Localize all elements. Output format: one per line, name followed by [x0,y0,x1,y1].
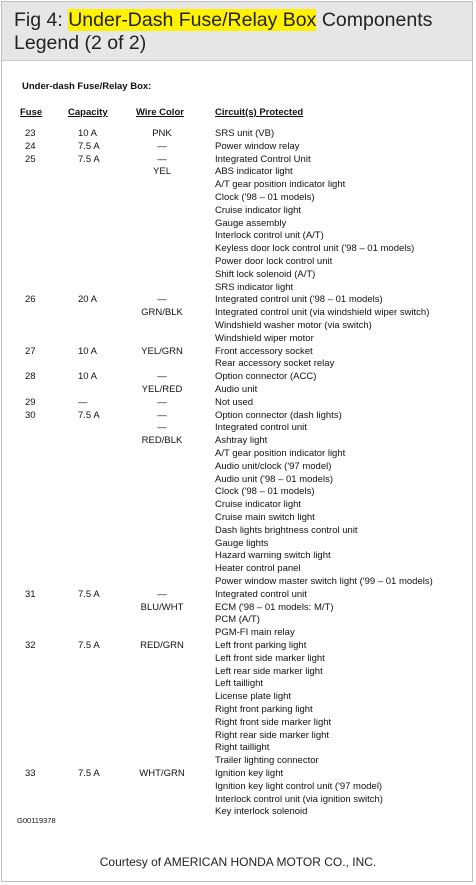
fuse-cell: 32 [25,640,36,651]
table-row [0,730,476,742]
circuit-cell: Cruise main switch light [215,512,315,523]
circuit-cell: Audio unit/clock ('97 model) [215,460,332,472]
capacity-cell: 7.5 A [78,588,100,600]
table-row [0,269,476,281]
circuit-cell: Ashtray light [215,435,268,447]
table-row [0,717,476,729]
table-row [0,499,476,511]
circuit-cell: Gauge lights [215,537,269,549]
table-row [0,179,476,191]
circuit-cell: Cruise indicator light [215,204,302,216]
fuse-cell: 27 [25,345,36,357]
table-row [0,422,476,434]
circuit-cell: Trailer lighting connector [215,755,319,767]
circuit-cell: License plate light [215,691,292,703]
table-row [0,282,476,294]
table-row [0,653,476,665]
wire-color-cell: RED/GRN [140,640,184,651]
circuit-cell: Dash lights brightness control unit [215,524,358,536]
circuit-cell: Power window relay [215,140,300,152]
table-row [0,666,476,678]
circuit-cell: Right rear side marker light [215,729,330,741]
capacity-cell: 7.5 A [78,140,100,152]
circuit-cell: Power door lock control unit [215,256,333,267]
table-row [0,742,476,754]
wire-color-cell: WHT/GRN [139,768,185,779]
table-row [0,141,476,153]
table-row [0,614,476,626]
fuse-cell: 25 [25,153,36,165]
fuse-cell: 29 [25,396,36,408]
circuit-cell: ECM ('98 – 01 models: M/T) [215,601,334,613]
table-row [0,640,476,652]
capacity-cell: 7.5 A [78,768,100,779]
wire-color-cell: — [157,588,167,600]
capacity-cell: 10 A [78,128,98,139]
table-row [0,550,476,562]
wire-color-cell: RED/BLK [141,435,183,447]
table-row [0,486,476,498]
circuit-cell: Integrated control unit ('98 – 01 models) [215,294,383,306]
table-row [0,218,476,230]
table-row [0,346,476,358]
figure-title [14,9,464,55]
table-row [0,806,476,818]
wire-color-cell: — [157,153,167,165]
circuit-cell: Audio unit [215,384,258,395]
circuit-cell: Interlock control unit (A/T) [215,230,324,242]
circuit-cell: Integrated control unit (via windshield wiper switch) [215,307,430,319]
table-row [0,435,476,447]
column-header-fuse: Fuse [20,107,43,118]
circuit-cell: Key interlock solenoid [215,806,308,818]
table-row [0,371,476,383]
circuit-cell: PCM (A/T) [215,614,260,626]
table-row [0,563,476,575]
circuit-cell: Front accessory socket [215,345,313,357]
circuit-cell: Rear accessory socket relay [215,358,335,370]
section-title: Under-dash Fuse/Relay Box: [22,81,152,92]
wire-color-cell: — [157,371,167,383]
table-row [0,474,476,486]
circuit-cell: SRS unit (VB) [215,128,275,139]
capacity-cell: 7.5 A [78,153,100,165]
wire-color-cell: — [157,140,167,152]
wire-color-cell: — [157,396,167,408]
table-row [0,358,476,370]
circuit-cell: Left front side marker light [215,652,325,664]
table-row [0,230,476,242]
circuit-cell: Cruise indicator light [215,499,302,511]
column-header-capacity: Capacity [68,107,108,118]
table-row [0,755,476,767]
circuit-cell: Clock ('98 – 01 models) [215,486,315,498]
fuse-cell: 30 [25,409,36,421]
figure-title-line2: Legend (2 of 2) [14,32,147,54]
fuse-cell: 33 [25,768,36,779]
circuit-cell: Windshield washer motor (via switch) [215,320,372,331]
circuit-cell: Not used [215,396,254,408]
circuit-cell: Clock ('98 – 01 models) [215,192,315,203]
figure-label: Fig 4: [14,9,63,31]
capacity-cell: 10 A [78,345,98,357]
wire-color-cell: PNK [152,128,172,139]
fuse-cell: 26 [25,294,36,306]
table-row [0,448,476,460]
table-row [0,589,476,601]
table-row [0,602,476,614]
wire-color-cell: — [157,422,167,434]
table-row [0,256,476,268]
circuit-cell: ABS indicator light [215,166,293,178]
column-header-wire-color: Wire Color [136,107,184,118]
circuit-cell: Ignition key light [215,768,284,779]
column-header-circuits: Circuit(s) Protected [215,107,304,118]
circuit-cell: Left taillight [215,678,264,690]
table-row [0,512,476,524]
circuit-cell: Integrated control unit [215,588,307,600]
wire-color-cell: GRN/BLK [141,307,183,319]
table-row [0,320,476,332]
circuit-cell: Heater control panel [215,563,301,575]
table-row [0,243,476,255]
fuse-cell: 23 [25,128,36,139]
circuit-cell: Integrated Control Unit [215,153,311,165]
capacity-cell: 7.5 A [78,640,100,651]
circuit-cell: SRS indicator light [215,281,294,293]
circuit-cell: Option connector (dash lights) [215,409,342,421]
circuit-cell: Audio unit ('98 – 01 models) [215,473,333,485]
table-row [0,410,476,422]
table-row [0,154,476,166]
table-row [0,294,476,306]
table-row [0,704,476,716]
table-row [0,627,476,639]
figure-title-rest: Components [321,9,433,31]
capacity-cell: 10 A [78,371,98,383]
fuse-cell: 31 [25,588,36,600]
table-row [0,205,476,217]
table-row [0,525,476,537]
fuse-cell: 24 [25,140,36,152]
circuit-cell: A/T gear position indicator light [215,448,346,459]
table-row [0,691,476,703]
wire-color-cell: BLU/WHT [140,601,184,613]
figure-header [2,2,472,61]
courtesy-credit: Courtesy of AMERICAN HONDA MOTOR CO., INC. [99,855,377,869]
circuit-cell: Left front parking light [215,640,307,651]
table-row [0,576,476,588]
circuit-cell: Left rear side marker light [215,665,323,677]
capacity-cell: — [78,396,88,408]
circuit-cell: Gauge assembly [215,217,287,229]
wire-color-cell: — [157,409,167,421]
table-row [0,384,476,396]
table-row [0,397,476,409]
table-row [0,166,476,178]
capacity-cell: 20 A [78,294,98,306]
figure-code: G00119378 [17,816,56,825]
circuit-cell: Option connector (ACC) [215,371,317,383]
circuit-cell: Right front side marker light [215,716,332,728]
circuit-cell: Right front parking light [215,704,313,715]
wire-color-cell: YEL/RED [141,384,183,395]
table-row [0,307,476,319]
circuit-cell: Power window master switch light ('99 – 01 models) [215,576,433,587]
table-row [0,768,476,780]
circuit-cell: Right taillight [215,742,270,754]
table-row [0,192,476,204]
circuit-cell: Shift lock solenoid (A/T) [215,268,316,280]
circuit-cell: A/T gear position indicator light [215,179,346,191]
capacity-cell: 7.5 A [78,409,100,421]
circuit-cell: Interlock control unit (via ignition switch) [215,793,383,805]
circuit-cell: Integrated control unit [215,422,307,434]
figure-title-highlight: Under-Dash Fuse/Relay Box [68,9,317,31]
fuse-cell: 28 [25,371,36,383]
table-row [0,461,476,473]
circuit-cell: Hazard warning switch light [215,550,331,562]
circuit-cell: Ignition key light control unit ('97 model) [215,780,383,792]
table-row [0,678,476,690]
circuit-cell: Windshield wiper motor [215,332,314,344]
circuit-cell: PGM-FI main relay [215,627,295,639]
circuit-cell: Keyless door lock control unit ('98 – 01 models) [215,243,415,255]
wire-color-cell: YEL [153,166,171,178]
table-row [0,128,476,140]
table-row [0,333,476,345]
table-row [0,794,476,806]
table-row [0,781,476,793]
wire-color-cell: — [157,294,167,306]
table-row [0,538,476,550]
wire-color-cell: YEL/GRN [141,345,183,357]
